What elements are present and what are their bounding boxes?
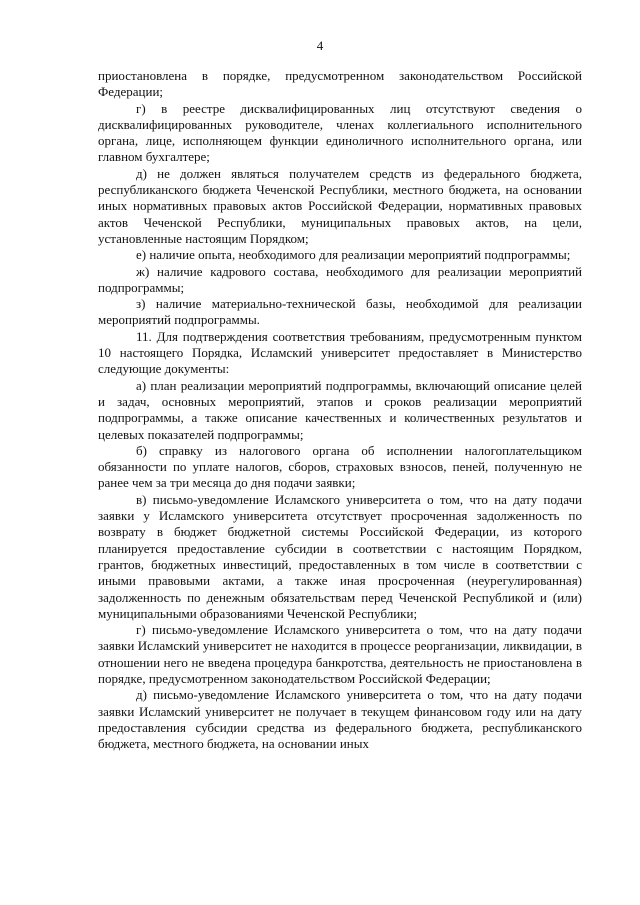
document-body xyxy=(98,68,582,752)
paragraph-doc-a: а) план реализации мероприятий подпрограммы, включающий описание целей и задач, основных мероприятий, этапов и сроков реализации мероприятий подпрограммы, а также описание качественных и количественных результатов и целевых показателей подпрограммы; xyxy=(98,377,582,442)
paragraph-item-zh: ж) наличие кадрового состава, необходимого для реализации мероприятий подпрограммы; xyxy=(98,263,582,295)
paragraph-doc-b: б) справку из налогового органа об исполнении налогоплательщиком обязанности по уплате налогов, сборов, страховых взносов, пеней, полученную не ранее чем за три месяца до дня подачи заявки; xyxy=(98,442,582,491)
paragraph-continuation: приостановлена в порядке, предусмотренном законодательством Российской Федерации; xyxy=(98,68,582,100)
paragraph-doc-v: в) письмо-уведомление Исламского университета о том, что на дату подачи заявки у Исламского университета отсутствует просроченная задолженность по возврату в бюджет бюджетной системы Российской Федерации, из которого планируется предоставление субсидии в соответствии с настоящим Порядком, грантов, бюджетных инвестиций, предоставленных в том числе в соответствии с иными правовыми актами, а также иная просроченная (неурегулированная) задолженность по денежным обязательствам перед Чеченской Республикой и (или) муниципальными образованиями Чеченской Республики; xyxy=(98,491,582,621)
paragraph-item-z: з) наличие материально-технической базы, необходимой для реализации мероприятий подпрограммы. xyxy=(98,296,582,328)
paragraph-doc-g: г) письмо-уведомление Исламского университета о том, что на дату подачи заявки Исламский университет не находится в процессе реорганизации, ликвидации, в отношении него не введена процедура банкротства, деятельность не приостановлена в порядке, предусмотренном законодательством Российской Федерации; xyxy=(98,622,582,686)
paragraph-item-e: е) наличие опыта, необходимого для реализации мероприятий подпрограммы; xyxy=(136,247,571,263)
paragraph-doc-d: д) письмо-уведомление Исламского университета о том, что на дату подачи заявки Исламский университет не получает в текущем финансовом году или на дату предоставления субсидии средства из федерального бюджета, республиканского бюджета, местного бюджета, на основании иных xyxy=(98,687,582,752)
paragraph-item-d: д) не должен являться получателем средств из федерального бюджета, республиканского бюджета Чеченской Республики, местного бюджета, на основании иных нормативных правовых актов Российской Федерации, нормативных правовых актов Чеченской Республики, муниципальных правовых актов, на цели, установленные настоящим Порядком; xyxy=(98,165,582,246)
paragraph-point-11: 11. Для подтверждения соответствия требованиям, предусмотренным пунктом 10 настоящего Порядка, Исламский университет предоставляет в Министерство следующие документы: xyxy=(98,328,582,377)
paragraph-item-g: г) в реестре дисквалифицированных лиц отсутствуют сведения о дисквалифицированных руководителе, членах коллегиального исполнительного органа, лице, исполняющем функции единоличного исполнительного органа, или главном бухгалтере; xyxy=(98,100,582,165)
page-number: 4 xyxy=(316,38,324,53)
